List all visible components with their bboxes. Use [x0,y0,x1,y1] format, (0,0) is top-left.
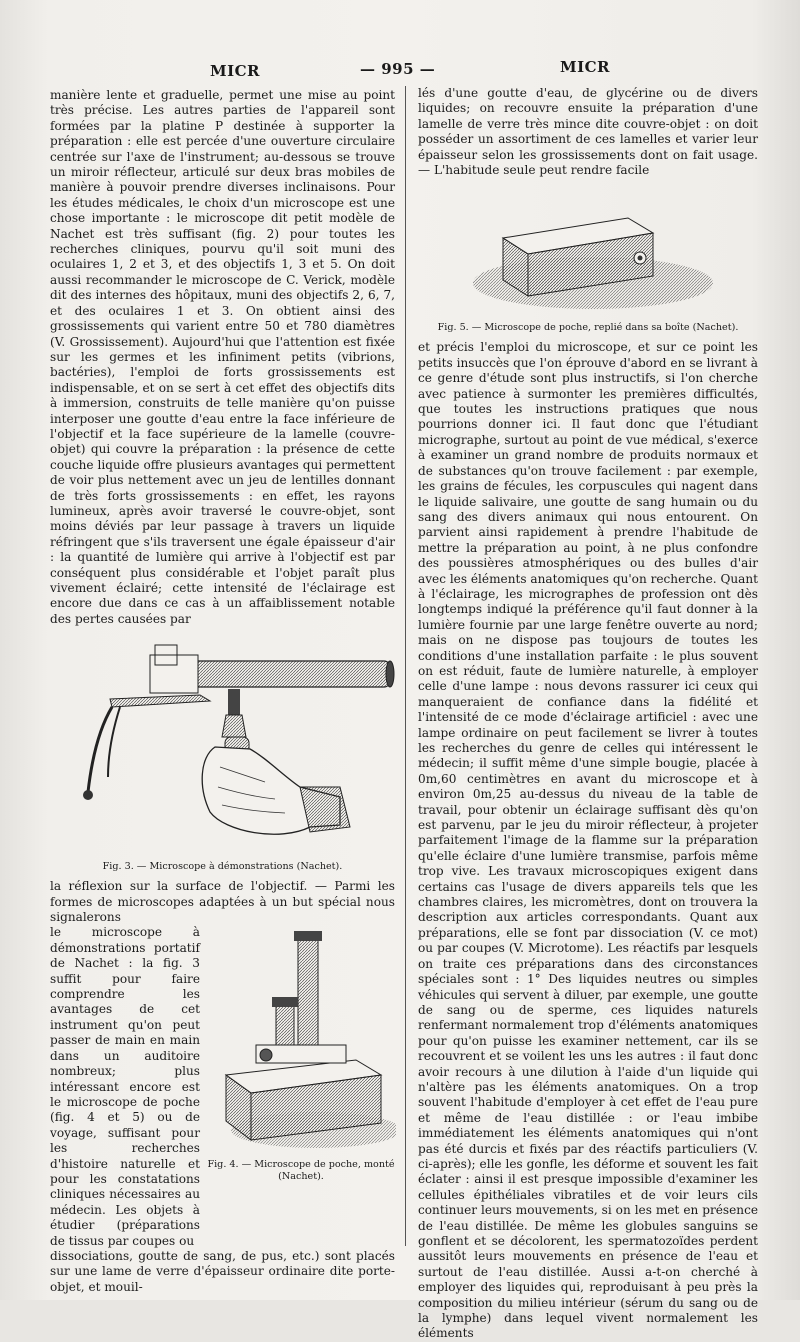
left-paragraph-2-end: dissociations, goutte de sang, de pus, etc.) sont placés sur une lame de verre d'épaisseur ordinaire dite porte-objet, et mouil- [50,1248,395,1294]
left-paragraph-2-full: la réflexion sur la surface de l'objectif. — Parmi les formes de microscopes adaptées à un but spécial nous signalerons [50,879,395,925]
column-divider [405,86,406,1246]
text-figure-wrap [50,925,395,1249]
header-left-word: MICR [210,62,261,80]
header-right-word: MICR [560,58,611,76]
left-paragraph-1: manière lente et graduelle, permet une mise au point très précise. Les autres parties de l'appareil sont formées par la platine P destinée à supporter la préparation : elle est percée d'une ouverture circulaire centrée sur l'axe de l'instrument; au-dessous se trouve un miroir réflecteur, articulé sur deux bras mobiles de manière à pouvoir prendre diverses inclinaisons. Pour les études médicales, le choix d'un microscope est une chose importante : le microscope dit petit modèle de Nachet est très suffisant (fig. 2) pour toutes les recherches cliniques, pourvu qu'il soit muni des oculaires 1, 2 et 3, et des objectifs 1, 3 et 5. On doit aussi recommander le microscope de C. Verick, modèle dit des internes des hôpitaux, muni des objectifs 2, 6, 7, et des oculaires 1 et 3. On obtient ainsi des grossissements qui varient entre 50 et 780 diamètres (V. Grossissement). Aujourd'hui que l'attention est fixée sur les germes et les infiniment petits (vibrions, bactéries), l'emploi de forts grossissements est indispensable, et on se sert à cet effet des objectifs dits à immersion, construits de telle manière qu'on puisse interposer une goutte d'eau entre la face inférieure de l'objectif et la face supérieure de la lamelle (couvre-objet) qui couvre la préparation : la présence de cette couche liquide offre plusieurs avantages qui permettent de voir plus nettement avec un jeu de lentilles donnant de très forts grossissements : en effet, les rayons lumineux, après avoir traversé le couvre-objet, sont moins déviés par leur passage à travers un liquide réfringent que s'ils traversent une égale épaisseur d'air : la quantité de lumière qui arrive à l'objectif est par conséquent plus considérable et l'objet paraît plus vivement éclairé; cette intensité de l'éclairage est encore due dans ce cas à un affaiblissement notable des pertes causées par [50,88,395,626]
pocket-microscope-box-engraving [418,188,758,318]
figure-pocket-microscope-boxed [418,188,758,334]
figure-pocket-microscope-mounted [206,925,396,1249]
right-paragraph-2: et précis l'emploi du microscope, et sur ce point les petits insuccès que l'on éprouve d'abord en se livrant à ce genre d'étude sont plus instructifs, si l'on cherche avec patience à surmonter les premières difficultés, que toutes les instructions pratiques que nous pourrions donner ici. Il faut donc que l'étudiant micrographe, surtout au point de vue médical, s'exerce à examiner un grand nombre de produits normaux et de substances qu'on trouve facilement : par exemple, les grains de fécules, les corpuscules qui nagent dans le liquide salivaire, une goutte de sang humain ou du sang des divers animaux qui nous entourent. On parvient ainsi rapidement à prendre l'habitude de mettre la préparation au point, à ne plus confondre des poussières atmosphériques ou des bulles d'air avec les éléments anatomiques qu'on recherche. Quant à l'éclairage, les micrographes de profession ont dès longtemps indiqué la préférence qu'il faut donner à la lumière fournie par une large fenêtre ouverte au nord; mais on ne dispose pas toujours de toutes les conditions d'une installation parfaite : le plus souvent on est réduit, faute de lumière naturelle, à employer celle d'une lampe : nous devons rassurer ici ceux qui manqueraient de confiance dans la fidélité et l'intensité de ce mode d'éclairage artificiel : avec une lampe ordinaire on peut facilement se livrer à toutes les recherches du genre de celles qui intéressent le médecin; il suffit même d'une simple bougie, placée à 0m,60 centimètres en avant du microscope et à environ 0m,25 au-dessus du niveau de la table de travail, pour obtenir un éclairage suffisant dès qu'on est parvenu, par le jeu du miroir réflecteur, à projeter parfaitement l'image de la flamme sur la préparation qu'elle éclaire d'une lumière transmise, parfois même trop vive. Les travaux microscopiques exigent dans certains cas l'usage de divers appareils tels que les chambres claires, les micromètres, dont on trouvera la description aux articles correspondants. Quant aux préparations, elle se font par dissociation (V. ce mot) ou par coupes (V. Microtome). Les réactifs par lesquels on traite ces préparations dans des circonstances spéciales sont : 1° Des liquides neutres ou simples véhicules qui servent à diluer, par exemple, une goutte de sang ou de sperme, ces liquides naturels renfermant normalement trop d'éléments anatomiques pour qu'on puisse les examiner nettement, car ils se recouvrent et se voilent les uns les autres : il faut donc avoir recours à une dilution à l'aide d'un liquide qui n'altère pas les éléments anatomiques. On a trop souvent l'habitude d'employer à cet effet de l'eau pure et même de l'eau distillée : or l'eau imbibe immédiatement les éléments anatomiques qui n'ont pas été durcis et fixés par des réactifs particuliers (V. ci-après); elle les gonfle, les déforme et souvent les fait éclater : ainsi il est presque impossible d'examiner les cellules épithéliales vibratiles et de voir leurs cils continuer leurs mouvements, si on les met en présence de l'eau distillée. De même les globules sanguins se gonflent et se décolorent, les spermatozoïdes perdent aussitôt leurs mouvements en présence de l'eau et surtout de l'eau distillée. Aussi a-t-on cherché à employer des liquides qui, reproduisant à peu près la composition du milieu intérieur (sérum du sang ou de la lymphe) dans lequel vivent normalement les éléments [418,340,759,1341]
figure-caption-pocket-mounted: Fig. 4. — Microscope de poche, monté (Nachet). [207,1159,395,1183]
page-number: — 995 — [360,60,436,78]
left-paragraph-2-narrow: le microscope à démonstrations portatif de Nachet : la fig. 3 suffit pour faire comprendre les avantages de cet instrument qu'on peut passer de main en main dans un auditoire nombreux; plus intéressant encore est le microscope de poche (fig. 4 et 5) ou de voyage, suffisant pour les recherches d'histoire naturelle et pour les constatations cliniques nécessaires au médecin. Les objets à étudier (préparations de tissus par coupes ou [50,925,200,1248]
demonstration-microscope-engraving [50,637,395,857]
figure-demonstration-microscope [50,637,395,873]
pocket-microscope-mounted-engraving [206,925,396,1155]
figure-caption-demonstration: Fig. 3. — Microscope à démonstrations (Nachet). [102,861,343,873]
left-column [50,88,395,1294]
running-header [60,52,780,82]
figure-caption-pocket-boxed: Fig. 5. — Microscope de poche, replié dans sa boîte (Nachet). [437,322,739,334]
right-column [418,86,759,1341]
right-paragraph-1: lés d'une goutte d'eau, de glycérine ou de divers liquides; on recouvre ensuite la préparation d'une lamelle de verre très mince dite couvre-objet : on doit posséder un assortiment de ces lamelles et varier leur épaisseur selon les grossissements dont on fait usage. — L'habitude seule peut rendre facile [418,86,758,178]
